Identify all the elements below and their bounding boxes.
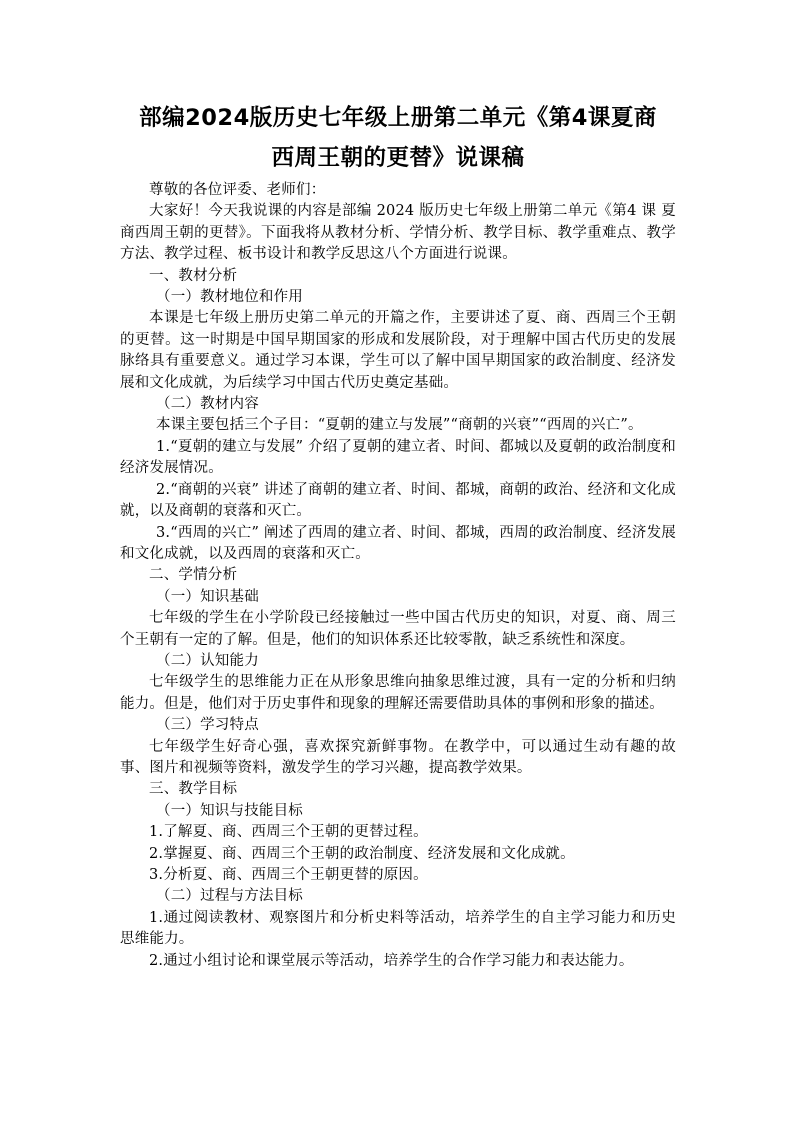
subsection-heading: （二）过程与方法目标 [156, 888, 303, 905]
document-body [120, 180, 676, 972]
paragraph: 本课主要包括三个子目：“夏朝的建立与发展”“商朝的兴衰”“西周的兴亡”。 [156, 417, 643, 434]
paragraph: 七年级学生的思维能力正在从形象思维向抽象思维过渡，具有一定的分析和归纳能力。但是，他们对于历史事件和现象的理解还需要借助具体的事例和形象的描述。 [120, 674, 676, 712]
subsection-heading: （一）知识基础 [156, 588, 259, 605]
paragraph-greeting: 尊敬的各位评委、老师们： [149, 182, 326, 198]
document-title-line-1: 部编2024版历史七年级上册第二单元《第4课夏商 [139, 105, 657, 131]
document-title [120, 98, 676, 178]
document-page [120, 98, 676, 972]
list-item: 2.“商朝的兴衰” 讲述了商朝的建立者、时间、都城，商朝的政治、经济和文化成就，以及商朝的衰落和灭亡。 [120, 481, 676, 520]
section-heading: 二、学情分析 [149, 567, 238, 584]
list-item: 2.掌握夏、商、西周三个王朝的政治制度、经济发展和文化成就。 [149, 845, 575, 862]
subsection-heading: （一）教材地位和作用 [156, 289, 303, 306]
list-item: 1.“夏朝的建立与发展” 介绍了夏朝的建立者、时间、都城以及夏朝的政治制度和经济发展情况。 [120, 438, 676, 477]
paragraph: 本课是七年级上册历史第二单元的开篇之作，主要讲述了夏、商、西周三个王朝的更替。这一时期是中国早期国家的形成和发展阶段，对于理解中国古代历史的发展脉络具有重要意义。通过学习本课，学生可以了解中国早期国家的政治制度、经济发展和文化成就，为后续学习中国古代历史奠定基础。 [120, 310, 676, 391]
subsection-heading: （三）学习特点 [156, 717, 259, 734]
list-item: 2.通过小组讨论和课堂展示等活动，培养学生的合作学习能力和表达能力。 [149, 952, 634, 969]
list-item: 1.了解夏、商、西周三个王朝的更替过程。 [149, 824, 428, 841]
list-item: 3.分析夏、商、西周三个王朝更替的原因。 [149, 867, 428, 883]
paragraph: 七年级的学生在小学阶段已经接触过一些中国古代历史的知识，对夏、商、周三个王朝有一定的了解。但是，他们的知识体系还比较零散，缺乏系统性和深度。 [120, 610, 676, 648]
subsection-heading: （二）教材内容 [156, 396, 259, 413]
section-heading: 三、教学目标 [149, 781, 238, 798]
paragraph: 七年级学生好奇心强，喜欢探究新鲜事物。在教学中，可以通过生动有趣的故事、图片和视频等资料，激发学生的学习兴趣，提高教学效果。 [120, 738, 676, 776]
subsection-heading: （二）认知能力 [156, 652, 259, 669]
section-heading: 一、教材分析 [149, 267, 238, 284]
subsection-heading: （一）知识与技能目标 [156, 802, 303, 819]
document-title-line-2: 西周王朝的更替》说课稿 [271, 145, 525, 171]
paragraph-intro: 大家好！今天我说课的内容是部编 2024 版历史七年级上册第二单元《第4 课 夏商西周王朝的更替》。下面我将从教材分析、学情分析、教学目标、教学重难点、教学方法、教学过程、板书设计和教学反思这八个方面进行说课。 [120, 203, 676, 263]
list-item: 1.通过阅读教材、观察图片和分析史料等活动，培养学生的自主学习能力和历史思维能力。 [120, 909, 676, 948]
list-item: 3.“西周的兴亡” 阐述了西周的建立者、时间、都城，西周的政治制度、经济发展和文化成就，以及西周的衰落和灭亡。 [120, 524, 676, 562]
